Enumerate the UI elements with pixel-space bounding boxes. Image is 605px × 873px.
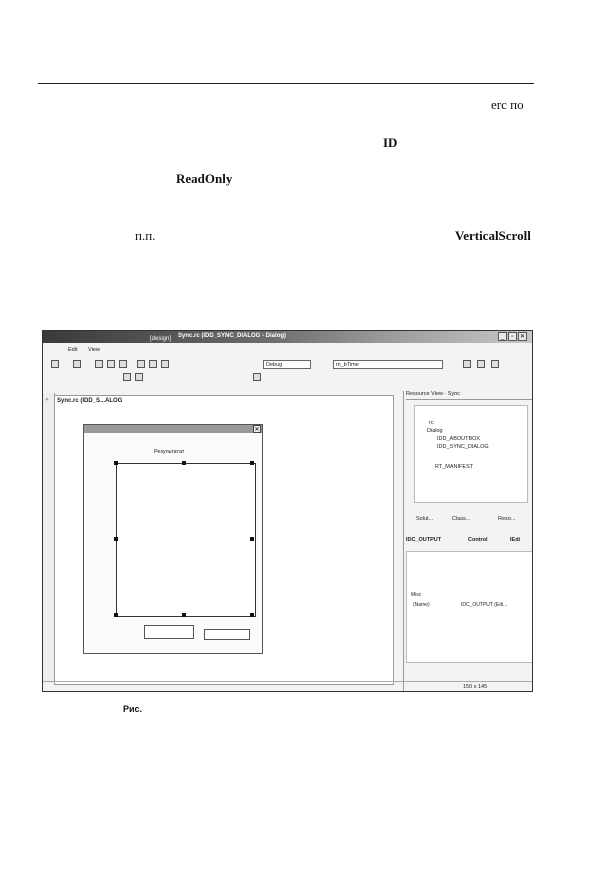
resize-handle[interactable]	[182, 461, 186, 465]
close-button[interactable]: ✕	[519, 334, 526, 340]
right-pane	[403, 391, 533, 691]
config-combo[interactable]: Debug	[263, 360, 311, 369]
properties-grid	[406, 551, 533, 663]
menu-view[interactable]: View	[88, 347, 100, 353]
resource-view-title: Resource View - Sync	[406, 391, 533, 400]
properties-object: IDC_OUTPUT	[406, 537, 442, 543]
toolbar	[43, 358, 532, 372]
resize-handle[interactable]	[114, 537, 118, 541]
properties-type-combo[interactable]: IEdi	[510, 537, 521, 543]
resize-handle[interactable]	[114, 461, 118, 465]
menu-edit[interactable]: Edit	[68, 347, 78, 353]
properties-row-name: (Name)	[413, 602, 430, 608]
tab-class[interactable]: Class...	[452, 516, 471, 522]
tree-item-aboutbox[interactable]: IDD_ABOUTBOX	[437, 436, 481, 442]
tree-dialog-folder[interactable]: Dialog	[427, 428, 443, 434]
minimize-button[interactable]: _	[498, 332, 507, 341]
dialog-title-bar	[84, 425, 262, 433]
resize-handle[interactable]	[250, 613, 254, 617]
save-all-icon[interactable]	[119, 360, 127, 368]
tab-resource[interactable]: Reso...	[498, 516, 516, 522]
resize-handle[interactable]	[250, 461, 254, 465]
save-icon[interactable]	[107, 360, 115, 368]
properties-section[interactable]: Misc	[411, 592, 422, 598]
resize-handle[interactable]	[182, 613, 186, 617]
output-edit-control[interactable]	[116, 463, 256, 617]
cut-icon[interactable]	[137, 360, 145, 368]
result-label: Результатат	[154, 449, 185, 455]
layout-toolbar	[43, 372, 532, 382]
grid-icon[interactable]	[253, 373, 261, 381]
paste-icon[interactable]	[161, 360, 169, 368]
properties-row-value[interactable]: IDC_OUTPUT (Edi...	[461, 602, 508, 608]
open-icon[interactable]	[95, 360, 103, 368]
window-title: Sync.rc (IDD_SYNC_DIALOG - Dialog)	[178, 333, 287, 339]
text-pp: п.п.	[135, 228, 156, 243]
text-readonly: ReadOnly	[176, 171, 233, 186]
dialog-button-2[interactable]	[204, 629, 250, 640]
resource-tree	[414, 405, 528, 503]
status-bar	[43, 681, 532, 692]
tree-item-manifest[interactable]: RT_MANIFEST	[435, 464, 474, 470]
resize-handle[interactable]	[250, 537, 254, 541]
properties-type: Control	[468, 537, 488, 543]
maximize-button[interactable]: ▫	[508, 332, 517, 341]
ide-screenshot	[42, 330, 533, 692]
properties-icon[interactable]	[491, 360, 499, 368]
text-id: ID	[383, 135, 398, 150]
doc-tab[interactable]: Sync.rc (IDD_S...ALOG	[57, 398, 123, 404]
horizontal-rule	[38, 83, 534, 84]
tree-item-sync-dialog[interactable]: IDD_SYNC_DIALOG	[437, 444, 489, 450]
new-project-icon[interactable]	[51, 360, 59, 368]
title-bar	[43, 331, 532, 343]
align-left-icon[interactable]	[123, 373, 131, 381]
dialog-preview[interactable]	[83, 424, 263, 654]
corner-text: erc по	[491, 97, 524, 112]
pane-tabs	[404, 515, 533, 525]
toolbox-icon[interactable]: ✧	[44, 397, 50, 403]
add-item-icon[interactable]	[73, 360, 81, 368]
figure-caption: Рис.	[123, 704, 143, 714]
resize-handle[interactable]	[114, 613, 118, 617]
tab-solution[interactable]: Solut...	[416, 516, 434, 522]
member-combo[interactable]: m_bTime	[333, 360, 443, 369]
tree-root[interactable]: rc	[429, 420, 434, 426]
mode-label: [design]	[150, 336, 172, 342]
dialog-button-1[interactable]	[144, 625, 194, 639]
properties-header	[406, 537, 533, 547]
solution-explorer-icon[interactable]	[477, 360, 485, 368]
align-right-icon[interactable]	[135, 373, 143, 381]
menu-bar	[43, 345, 532, 355]
copy-icon[interactable]	[149, 360, 157, 368]
text-verticalscroll: VerticalScroll	[455, 228, 531, 243]
find-icon[interactable]	[463, 360, 471, 368]
dialog-editor	[54, 395, 394, 685]
status-coords: 150 x 145	[463, 684, 488, 690]
dialog-close-icon[interactable]: ✕	[254, 427, 260, 433]
